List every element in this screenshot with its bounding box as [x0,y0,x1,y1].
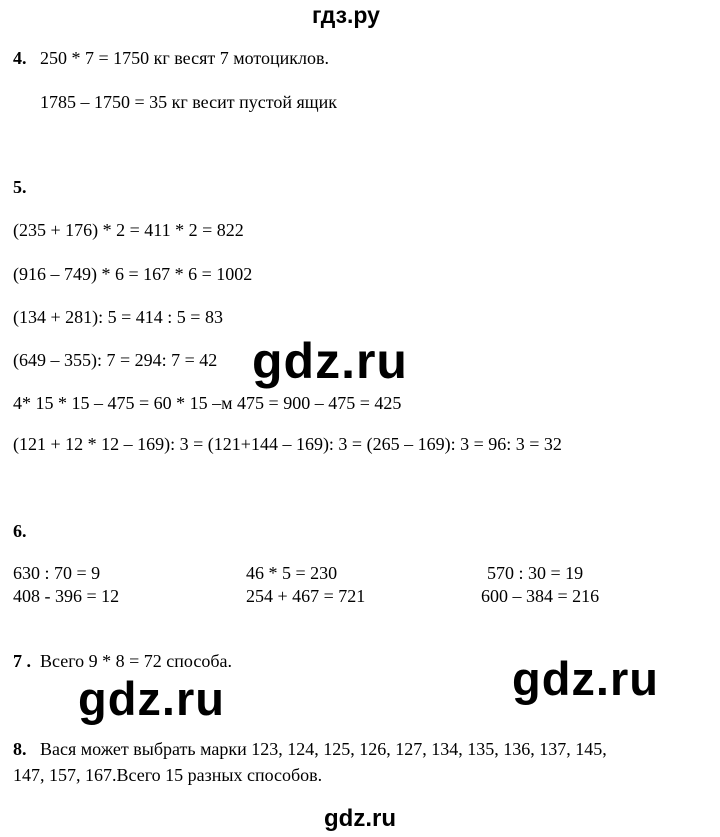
watermark-gdz-footer: gdz.ru [324,805,396,832]
task-6-r2-c3: 600 – 384 = 216 [481,586,600,606]
task-8-line-1: Вася может выбрать марки 123, 124, 125, 126, 127, 134, 135, 136, 137, 145, [40,739,607,759]
task-4-line-1: 250 * 7 = 1750 кг весят 7 мотоциклов. [40,48,330,68]
task-5-line-2: (916 – 749) * 6 = 167 * 6 = 1002 [13,264,253,284]
task-6-r2-c2: 254 + 467 = 721 [246,586,366,606]
site-title: гдз.ру [312,2,380,28]
task-4-line-2: 1785 – 1750 = 35 кг весит пустой ящик [40,92,337,112]
task-8-number: 8. [13,739,27,759]
task-6-r2-c1: 408 - 396 = 12 [13,586,120,606]
task-6-r1-c2: 46 * 5 = 230 [246,563,338,583]
task-8-line-2: 147, 157, 167.Всего 15 разных способов. [13,765,323,785]
task-5-line-5: 4* 15 * 15 – 475 = 60 * 15 –м 475 = 900 – 475 = 425 [13,393,402,413]
task-5-number: 5. [13,177,27,197]
task-5-line-4: (649 – 355): 7 = 294: 7 = 42 [13,350,218,370]
watermark-gdz-left: gdz.ru [78,672,225,725]
task-6-r1-c3: 570 : 30 = 19 [487,563,584,583]
task-7-number: 7 . [13,651,31,671]
task-6-number: 6. [13,521,27,541]
task-7-text: Всего 9 * 8 = 72 способа. [40,651,232,671]
task-5-line-1: (235 + 176) * 2 = 411 * 2 = 822 [13,220,244,240]
task-4-number: 4. [13,48,27,68]
watermark-gdz-right: gdz.ru [512,652,659,705]
task-6-r1-c1: 630 : 70 = 9 [13,563,101,583]
task-5-line-3: (134 + 281): 5 = 414 : 5 = 83 [13,307,223,327]
task-5-line-6: (121 + 12 * 12 – 169): 3 = (121+144 – 169): 3 = (265 – 169): 3 = 96: 3 = 32 [13,434,562,454]
watermark-gdz-center: gdz.ru [252,333,408,389]
